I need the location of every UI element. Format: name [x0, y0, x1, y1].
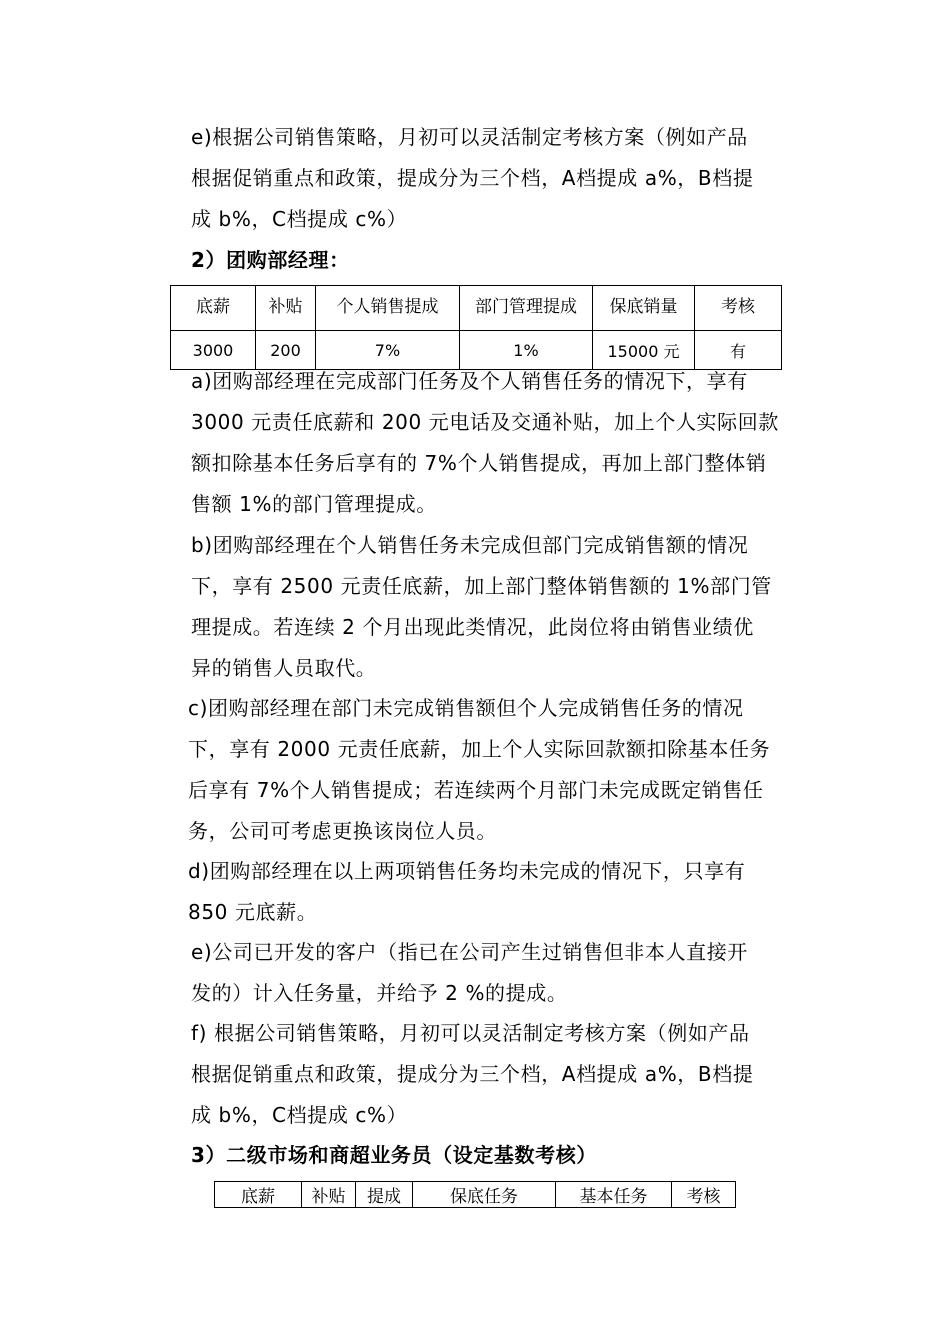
- table-header-cell: 底薪: [215, 1182, 302, 1208]
- table-header-cell: 考核: [695, 286, 782, 331]
- salary-table-group-buying-manager: [170, 285, 782, 370]
- table-cell: 1%: [460, 331, 593, 370]
- table-header-cell: 底薪: [171, 286, 256, 331]
- table-header-cell: 提成: [356, 1182, 413, 1208]
- paragraph-line: f) 根据公司销售策略，月初可以灵活制定考核方案（例如产品: [191, 1021, 750, 1045]
- paragraph-line: 异的销售人员取代。: [191, 656, 377, 680]
- table-header-cell: 保底销量: [593, 286, 695, 331]
- paragraph-line: 额扣除基本任务后享有的 7%个人销售提成，再加上部门整体销: [191, 451, 767, 475]
- table-cell: 7%: [316, 331, 460, 370]
- paragraph-line: 售额 1%的部门管理提成。: [191, 492, 437, 516]
- table-cell: 有: [695, 331, 782, 370]
- paragraph-line: 下，享有 2500 元责任底薪，加上部门整体销售额的 1%部门管: [191, 574, 772, 598]
- paragraph-line: 850 元底薪。: [188, 900, 318, 924]
- table-header-cell: 补贴: [256, 286, 316, 331]
- table-header-row: [171, 286, 782, 331]
- paragraph-line: 3000 元责任底薪和 200 元电话及交通补贴，加上个人实际回款: [191, 410, 779, 434]
- paragraph-line: 根据促销重点和政策，提成分为三个档，A档提成 a%，B档提: [191, 1062, 754, 1086]
- paragraph-line: 根据促销重点和政策，提成分为三个档，A档提成 a%，B档提: [191, 166, 754, 190]
- paragraph-line: 成 b%，C档提成 c%）: [191, 207, 408, 231]
- paragraph-line: c)团购部经理在部门未完成销售额但个人完成销售任务的情况: [188, 696, 744, 720]
- table-header-cell: 个人销售提成: [316, 286, 460, 331]
- paragraph-line: a)团购部经理在完成部门任务及个人销售任务的情况下，享有: [191, 369, 748, 393]
- table-header-cell: 基本任务: [556, 1182, 672, 1208]
- paragraph-line: d)团购部经理在以上两项销售任务均未完成的情况下，只享有: [188, 859, 746, 883]
- section-heading-2: 2）团购部经理：: [191, 248, 350, 272]
- paragraph-line: 发的）计入任务量，并给予 2 %的提成。: [191, 981, 568, 1005]
- paragraph-line: 下，享有 2000 元责任底薪，加上个人实际回款额扣除基本任务: [188, 737, 771, 761]
- paragraph-line: 成 b%，C档提成 c%）: [191, 1103, 408, 1127]
- section-heading-3: 3）二级市场和商超业务员（设定基数考核）: [191, 1143, 597, 1167]
- table-header-cell: 部门管理提成: [460, 286, 593, 331]
- table-header-row: [215, 1182, 736, 1208]
- table-cell: 200: [256, 331, 316, 370]
- salary-table-secondary-market: [214, 1181, 736, 1208]
- paragraph-line: 后享有 7%个人销售提成；若连续两个月部门未完成既定销售任: [188, 778, 764, 802]
- paragraph-line: b)团购部经理在个人销售任务未完成但部门完成销售额的情况: [191, 533, 749, 557]
- table-row: [171, 331, 782, 370]
- paragraph-line: 理提成。若连续 2 个月出现此类情况，此岗位将由销售业绩优: [191, 615, 754, 639]
- table-header-cell: 考核: [672, 1182, 736, 1208]
- table-header-cell: 保底任务: [413, 1182, 556, 1208]
- table-cell: 3000: [171, 331, 256, 370]
- table-cell: 15000 元: [593, 331, 695, 370]
- paragraph-line: e)根据公司销售策略，月初可以灵活制定考核方案（例如产品: [191, 125, 748, 149]
- paragraph-line: 务，公司可考虑更换该岗位人员。: [188, 819, 497, 843]
- table-header-cell: 补贴: [302, 1182, 356, 1208]
- paragraph-line: e)公司已开发的客户（指已在公司产生过销售但非本人直接开: [191, 940, 748, 964]
